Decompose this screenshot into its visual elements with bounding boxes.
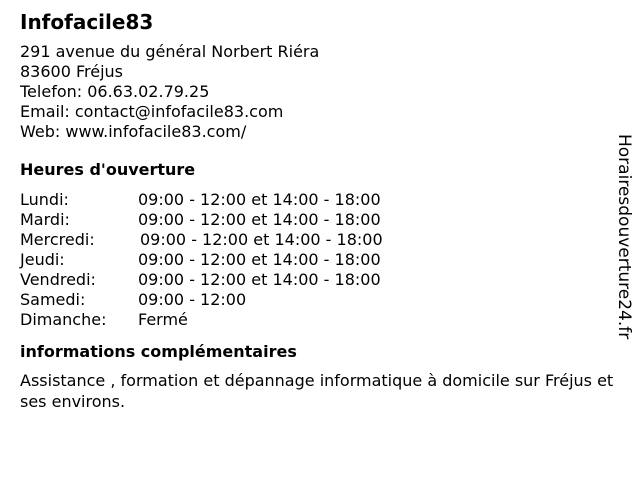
day-hours: 09:00 - 12:00 et 14:00 - 18:00 — [138, 270, 381, 289]
address-line-1: 291 avenue du général Norbert Riéra — [20, 42, 320, 61]
day-hours: 09:00 - 12:00 et 14:00 - 18:00 — [138, 190, 381, 209]
day-label: Mardi: — [20, 210, 70, 229]
day-hours: 09:00 - 12:00 et 14:00 - 18:00 — [140, 230, 383, 249]
hours-row-thursday — [20, 250, 620, 270]
hours-row-saturday — [20, 290, 620, 310]
phone: Telefon: 06.63.02.79.25 — [20, 82, 210, 101]
day-label: Lundi: — [20, 190, 69, 209]
day-hours: 09:00 - 12:00 et 14:00 - 18:00 — [138, 210, 381, 229]
day-label: Samedi: — [20, 290, 86, 309]
day-label: Mercredi: — [20, 230, 95, 249]
website: Web: www.infofacile83.com/ — [20, 122, 247, 141]
day-hours: Fermé — [138, 310, 188, 329]
address-line-2: 83600 Fréjus — [20, 62, 124, 81]
day-hours: 09:00 - 12:00 — [138, 290, 247, 309]
hours-row-tuesday — [20, 210, 620, 230]
hours-list — [20, 190, 620, 330]
hours-row-monday — [20, 190, 620, 210]
hours-row-wednesday — [20, 230, 620, 250]
hours-heading: Heures d'ouverture — [20, 160, 196, 179]
email: Email: contact@infofacile83.com — [20, 102, 284, 121]
day-label: Jeudi: — [20, 250, 65, 269]
info-text: Assistance , formation et dépannage informatique à domicile sur Fréjus et ses environs. — [20, 371, 614, 411]
hours-row-sunday — [20, 310, 620, 330]
hours-row-friday — [20, 270, 620, 290]
info-heading: informations complémentaires — [20, 342, 297, 361]
vertical-brand-text: Horairesdouverture24.fr — [614, 134, 634, 340]
day-label: Vendredi: — [20, 270, 96, 289]
business-name: Infofacile83 — [20, 10, 154, 34]
business-card — [20, 8, 620, 412]
day-label: Dimanche: — [20, 310, 107, 329]
day-hours: 09:00 - 12:00 et 14:00 - 18:00 — [138, 250, 381, 269]
